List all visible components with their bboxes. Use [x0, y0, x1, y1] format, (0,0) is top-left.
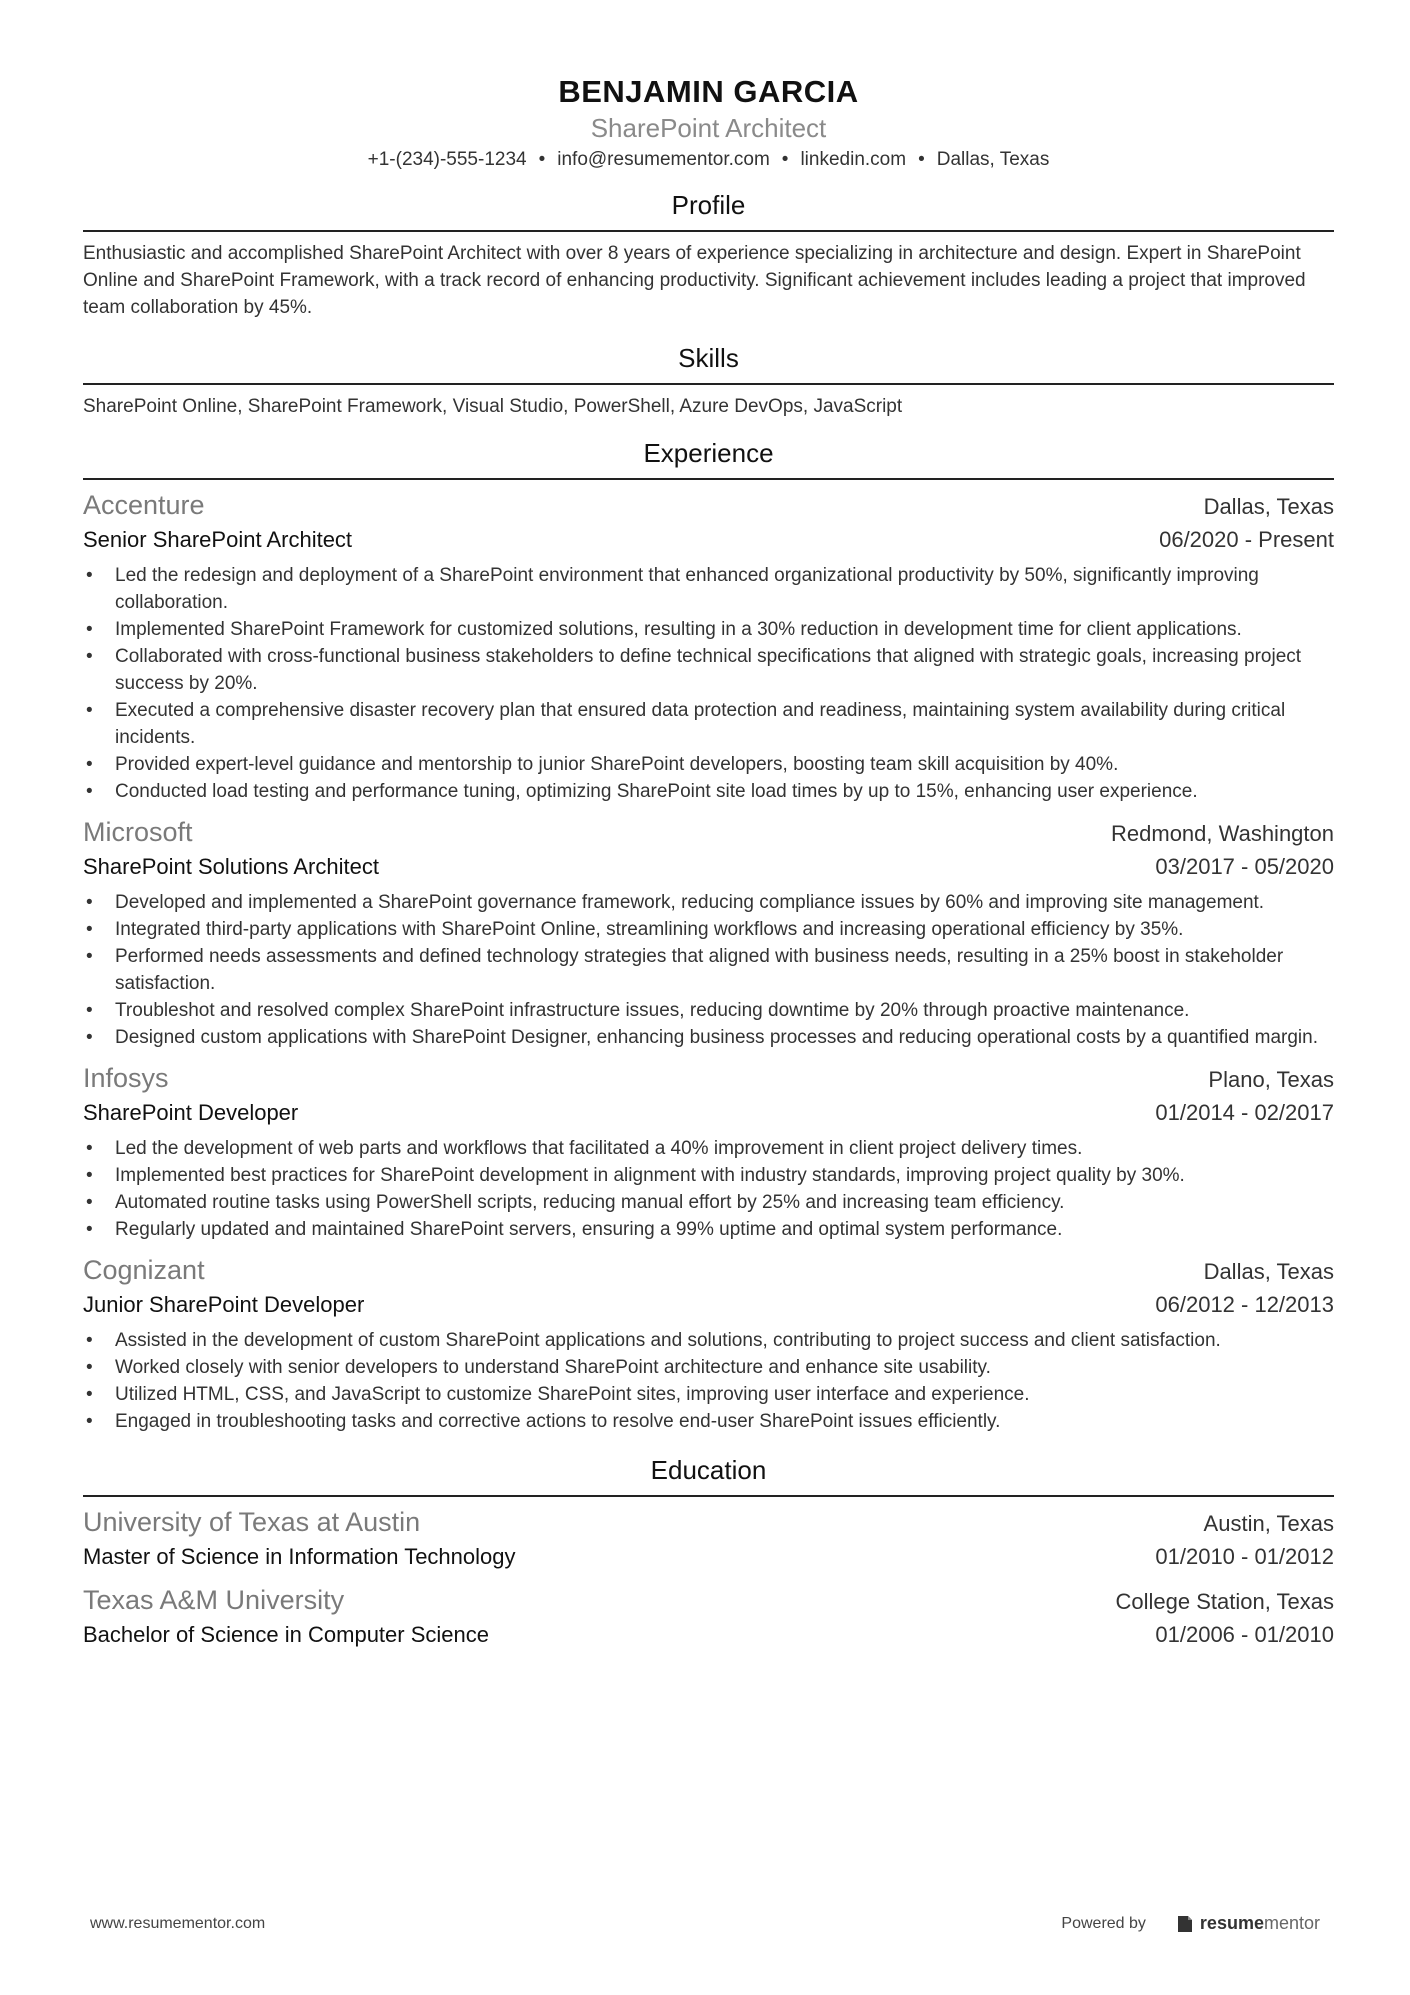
job-role: Junior SharePoint Developer — [83, 1292, 365, 1317]
job-location: Plano, Texas — [1208, 1067, 1334, 1092]
list-item: • Developed and implemented a SharePoint governance framework, reducing compliance issues by 60% and improving site management. — [83, 889, 1334, 916]
separator: • — [538, 149, 546, 170]
list-item: • Implemented SharePoint Framework for customized solutions, resulting in a 30% reduction in development time for client applications. — [83, 616, 1334, 643]
degree: Master of Science in Information Technology — [83, 1544, 516, 1569]
job-location: Redmond, Washington — [1111, 821, 1334, 846]
job-role: Senior SharePoint Architect — [83, 527, 353, 552]
resumementor-logo-icon — [1176, 1914, 1194, 1934]
education-entry — [83, 1505, 1334, 1573]
list-item: • Executed a comprehensive disaster recovery plan that ensured data protection and readiness, maintaining system availability during critical incidents. — [83, 697, 1334, 751]
school-location: College Station, Texas — [1115, 1589, 1334, 1614]
email[interactable]: info@resumementor.com — [557, 149, 770, 170]
job-dates: 06/2012 - 12/2013 — [1155, 1292, 1334, 1317]
job-bullets — [83, 1327, 1334, 1435]
list-item: • Performed needs assessments and defined technology strategies that aligned with business needs, resulting in a 25% boost in stakeholder satisfaction. — [83, 943, 1334, 997]
profile-text: Enthusiastic and accomplished SharePoint Architect with over 8 years of experience specializing in architecture and design. Expert in SharePoint Online and SharePoint Framework, with a track record of enhancing productivity. Significant achievement includes leading a project that improved team collaboration by 45%. — [83, 243, 1306, 318]
powered-by — [1061, 1913, 1320, 1934]
list-item: • Utilized HTML, CSS, and JavaScript to customize SharePoint sites, improving user interface and experience. — [83, 1381, 1334, 1408]
separator: • — [781, 149, 789, 170]
education-section — [83, 1453, 1334, 1651]
degree: Bachelor of Science in Computer Science — [83, 1622, 489, 1647]
company-name: Infosys — [83, 1063, 169, 1093]
skills-text: SharePoint Online, SharePoint Framework, Visual Studio, PowerShell, Azure DevOps, JavaScript — [83, 396, 903, 417]
linkedin[interactable]: linkedin.com — [800, 149, 907, 170]
powered-by-label: Powered by — [1061, 1914, 1146, 1932]
location: Dallas, Texas — [936, 149, 1050, 170]
list-item: • Provided expert-level guidance and mentorship to junior SharePoint developers, boosting team skill acquisition by 40%. — [83, 751, 1334, 778]
education-dates: 01/2010 - 01/2012 — [1155, 1544, 1334, 1569]
school-name: University of Texas at Austin — [83, 1507, 421, 1537]
section-title: Education — [83, 1453, 1334, 1497]
profile-section — [83, 188, 1334, 321]
list-item: • Led the redesign and deployment of a SharePoint environment that enhanced organizational productivity by 50%, significantly improving collaboration. — [83, 562, 1334, 616]
resume-header — [83, 72, 1334, 174]
job-role: SharePoint Solutions Architect — [83, 854, 379, 879]
job-location: Dallas, Texas — [1203, 494, 1334, 519]
resume-page — [83, 0, 1334, 1651]
candidate-title: SharePoint Architect — [590, 113, 827, 143]
job-dates: 03/2017 - 05/2020 — [1155, 854, 1334, 879]
company-name: Accenture — [83, 490, 205, 520]
experience-section — [83, 436, 1334, 1435]
section-title: Skills — [83, 341, 1334, 385]
job-entry — [83, 1253, 1334, 1435]
job-bullets — [83, 562, 1334, 805]
candidate-name: BENJAMIN GARCIA — [558, 74, 859, 109]
list-item: • Worked closely with senior developers to understand SharePoint architecture and enhance site usability. — [83, 1354, 1334, 1381]
contact-line — [83, 146, 1334, 174]
job-location: Dallas, Texas — [1203, 1259, 1334, 1284]
job-dates: 01/2014 - 02/2017 — [1155, 1100, 1334, 1125]
phone: +1-(234)-555-1234 — [367, 149, 527, 170]
list-item: • Automated routine tasks using PowerShell scripts, reducing manual effort by 25% and increasing team efficiency. — [83, 1189, 1334, 1216]
section-title: Profile — [83, 188, 1334, 232]
list-item: • Integrated third-party applications with SharePoint Online, streamlining workflows and increasing operational efficiency by 35%. — [83, 916, 1334, 943]
list-item: • Implemented best practices for SharePoint development in alignment with industry standards, improving project quality by 30%. — [83, 1162, 1334, 1189]
list-item: • Regularly updated and maintained SharePoint servers, ensuring a 99% uptime and optimal system performance. — [83, 1216, 1334, 1243]
job-role: SharePoint Developer — [83, 1100, 299, 1125]
company-name: Cognizant — [83, 1255, 205, 1285]
education-entry — [83, 1583, 1334, 1651]
job-entry — [83, 815, 1334, 1051]
company-name: Microsoft — [83, 817, 193, 847]
job-bullets — [83, 889, 1334, 1051]
list-item: • Engaged in troubleshooting tasks and corrective actions to resolve end-user SharePoint issues efficiently. — [83, 1408, 1334, 1435]
school-name: Texas A&M University — [83, 1585, 345, 1615]
section-title: Experience — [83, 436, 1334, 480]
list-item: • Troubleshot and resolved complex SharePoint infrastructure issues, reducing downtime by 20% through proactive maintenance. — [83, 997, 1334, 1024]
list-item: • Assisted in the development of custom SharePoint applications and solutions, contributing to project success and client satisfaction. — [83, 1327, 1334, 1354]
brand-light: mentor — [1263, 1913, 1320, 1933]
job-dates: 06/2020 - Present — [1159, 527, 1334, 552]
school-location: Austin, Texas — [1203, 1511, 1334, 1536]
brand-bold: resume — [1199, 1913, 1264, 1933]
job-entry — [83, 1061, 1334, 1243]
list-item: • Designed custom applications with SharePoint Designer, enhancing business processes and reducing operational costs by a quantified margin. — [83, 1024, 1334, 1051]
list-item: • Collaborated with cross-functional business stakeholders to define technical specifications that aligned with strategic goals, increasing project success by 20%. — [83, 643, 1334, 697]
separator: • — [918, 149, 925, 170]
brand-logo[interactable] — [1176, 1913, 1320, 1934]
education-dates: 01/2006 - 01/2010 — [1155, 1622, 1334, 1647]
page-footer — [90, 1913, 1320, 1934]
footer-website-link[interactable]: www.resumementor.com — [90, 1914, 266, 1932]
job-entry — [83, 488, 1334, 805]
job-bullets — [83, 1135, 1334, 1243]
list-item: • Led the development of web parts and workflows that facilitated a 40% improvement in client project delivery times. — [83, 1135, 1334, 1162]
skills-section — [83, 341, 1334, 420]
list-item: • Conducted load testing and performance tuning, optimizing SharePoint site load times by up to 15%, enhancing user experience. — [83, 778, 1334, 805]
